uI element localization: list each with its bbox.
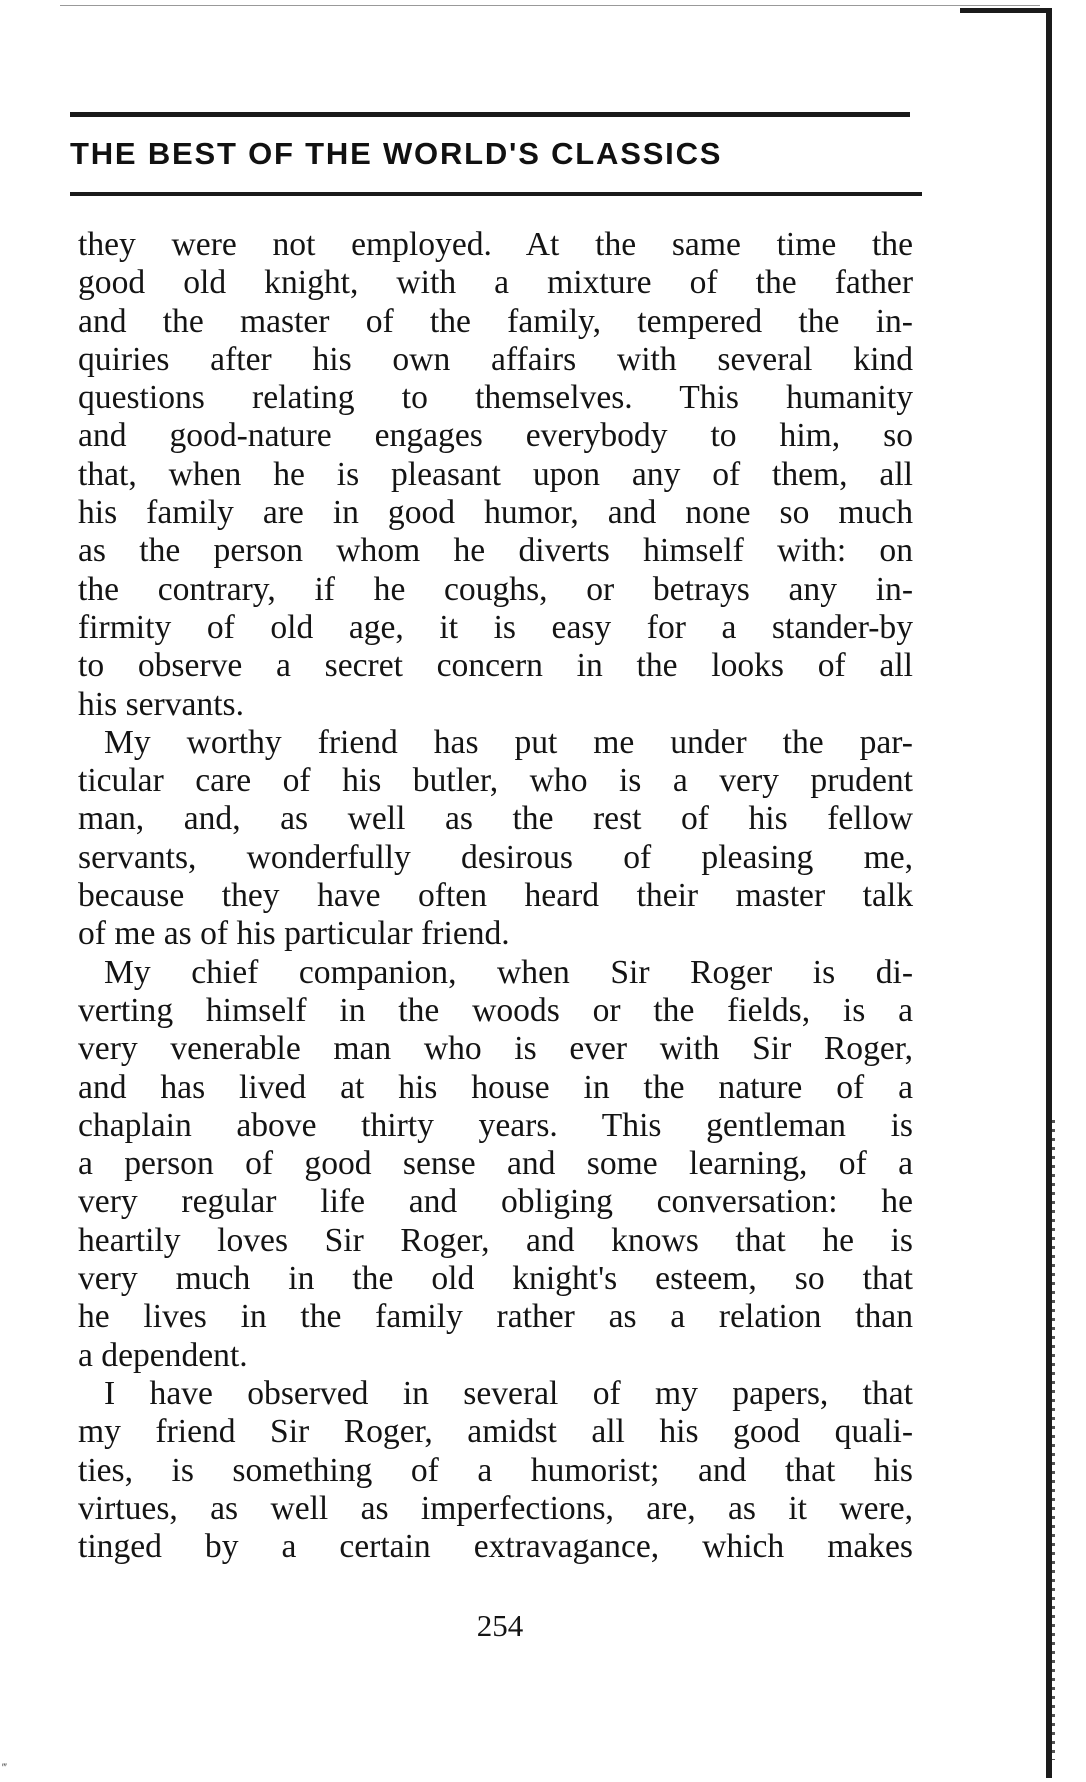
text-line: the contrary, if he coughs, or betrays any in- — [78, 570, 913, 608]
text-line: virtues, as well as imperfections, are, as it were, — [78, 1489, 913, 1527]
text-line: as the person whom he diverts himself with: on — [78, 532, 913, 570]
binding-texture — [1052, 1120, 1055, 1760]
text-line: and has lived at his house in the nature of a — [78, 1068, 913, 1106]
text-line: his servants. — [78, 685, 245, 723]
text-line: they were not employed. At the same time the — [78, 226, 913, 263]
header-rule-top — [70, 112, 910, 117]
text-line: my friend Sir Roger, amidst all his good quali- — [78, 1413, 913, 1451]
text-line: ticular care of his butler, who is a very prudent — [78, 762, 913, 800]
text-line: man, and, as well as the rest of his fellow — [78, 800, 913, 838]
top-edge-rule — [60, 5, 1040, 6]
text-line: and the master of the family, tempered the in- — [78, 302, 913, 340]
text-line: because they have often heard their master talk — [78, 877, 913, 915]
text-line: My chief companion, when Sir Roger is di- — [104, 953, 913, 991]
body-text — [78, 226, 913, 1566]
text-line: very much in the old knight's esteem, so that — [78, 1260, 913, 1298]
text-line: servants, wonderfully desirous of pleasing me, — [78, 838, 913, 876]
text-line: questions relating to themselves. This humanity — [78, 379, 913, 417]
text-line: I have observed in several of my papers, that — [104, 1374, 913, 1412]
text-line: of me as of his particular friend. — [78, 915, 510, 953]
text-line: a person of good sense and some learning, of a — [78, 1145, 913, 1183]
text-line: My worthy friend has put me under the par- — [104, 723, 913, 761]
text-line: that, when he is pleasant upon any of them, all — [78, 455, 913, 493]
text-line: he lives in the family rather as a relation than — [78, 1298, 913, 1336]
running-head: THE BEST OF THE WORLD'S CLASSICS — [70, 136, 723, 171]
text-line: chaplain above thirty years. This gentleman is — [78, 1106, 913, 1144]
text-line: quiries after his own affairs with several kind — [78, 340, 913, 378]
text-line: very regular life and obliging conversation: he — [78, 1183, 913, 1221]
text-line: good old knight, with a mixture of the father — [78, 264, 913, 302]
text-line: heartily loves Sir Roger, and knows that he is — [78, 1221, 913, 1259]
corner-mark: ‴ — [2, 1760, 7, 1774]
text-line: firmity of old age, it is easy for a stander-by — [78, 608, 913, 646]
binding-corner — [960, 8, 1052, 13]
text-line: verting himself in the woods or the fields, is a — [78, 991, 913, 1029]
text-line: ties, is something of a humorist; and that his — [78, 1451, 913, 1489]
text-line: a dependent. — [78, 1336, 248, 1374]
text-line: his family are in good humor, and none so much — [78, 494, 913, 532]
text-line: tinged by a certain extravagance, which makes — [78, 1528, 913, 1566]
header-rule-bottom — [70, 192, 922, 196]
page-number: 254 — [476, 1608, 524, 1643]
text-line: to observe a secret concern in the looks of all — [78, 647, 913, 685]
text-line: and good-nature engages everybody to him, so — [78, 417, 913, 455]
text-line: very venerable man who is ever with Sir Roger, — [78, 1030, 913, 1068]
